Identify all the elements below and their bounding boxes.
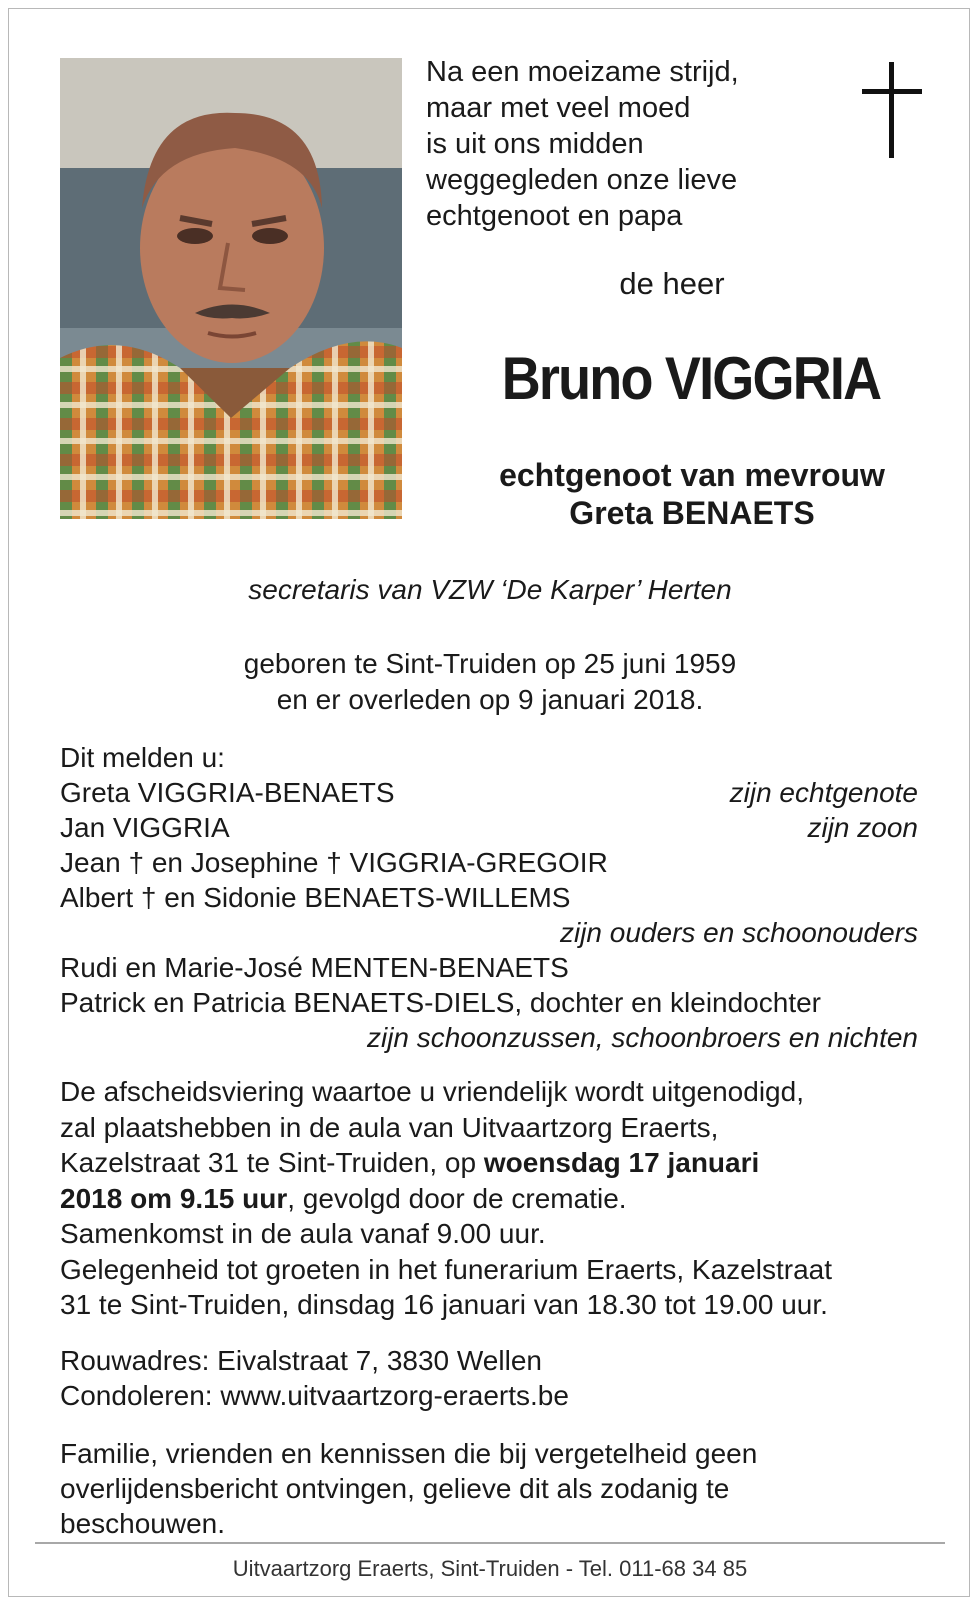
ceremony-date: woensdag 17 januari (483, 1147, 760, 1178)
ceremony-location: Kazelstraat 31 te Sint-Truiden, op (60, 1147, 484, 1178)
notify-entry (60, 810, 918, 845)
ceremony-text (60, 1074, 930, 1323)
ceremony-line (60, 1181, 930, 1217)
family-name: Jean † en Josephine † VIGGRIA-GREGOIR (60, 847, 608, 878)
closing-line: overlijdensbericht ontvingen, gelieve dit als zodanig te (60, 1473, 730, 1504)
deceased-name: Bruno VIGGRIA (501, 345, 881, 412)
role-text: secretaris van VZW ‘De Karper’ Herten (248, 574, 732, 605)
ceremony-line: De afscheidsviering waartoe u vriendelijk wordt uitgenodigd, (60, 1076, 804, 1107)
closing-text (60, 1436, 920, 1541)
family-relation: zijn schoonzussen, schoonbroers en nichten (366, 1022, 918, 1053)
ceremony-time: 2018 om 9.15 uur (60, 1182, 288, 1214)
footer-divider (35, 1542, 945, 1544)
address-block (60, 1343, 920, 1413)
died-line: en er overleden op 9 januari 2018. (276, 684, 704, 715)
intro-line: echtgenoot en papa (426, 200, 683, 232)
family-relation: zijn ouders en schoonouders (559, 917, 918, 948)
intro-line: maar met veel moed (426, 92, 691, 124)
portrait-photo (60, 58, 402, 519)
spouse-block (426, 456, 958, 532)
footer-text: Uitvaartzorg Eraerts, Sint-Truiden - Tel. 011-68 34 85 (232, 1556, 748, 1581)
notify-heading: Dit melden u: (60, 742, 225, 773)
ceremony-line: 31 te Sint-Truiden, dinsdag 16 januari van 18.30 tot 19.00 uur. (60, 1289, 828, 1320)
closing-line: Familie, vrienden en kennissen die bij vergetelheid geen (60, 1438, 758, 1469)
closing-line: beschouwen. (60, 1508, 226, 1539)
ceremony-cremation: , gevolgd door de crematie. (287, 1182, 627, 1214)
spouse-name: Greta BENAETS (569, 495, 815, 531)
ceremony-line: Gelegenheid tot groeten in het funerarium Eraerts, Kazelstraat (60, 1253, 832, 1285)
family-relation: zijn echtgenote (729, 777, 918, 808)
family-name: Rudi en Marie-José MENTEN-BENAETS (60, 952, 569, 983)
intro-line: weggegleden onze lieve (426, 164, 738, 196)
condoleren-link[interactable]: www.uitvaartzorg-eraerts.be (220, 1380, 569, 1411)
intro-line: Na een moeizame strijd, (426, 56, 739, 88)
ceremony-line (60, 1145, 930, 1181)
intro-text (426, 54, 739, 234)
intro-line: is uit ons midden (426, 128, 644, 160)
family-name: Jan VIGGRIA (60, 812, 230, 843)
spouse-line: echtgenoot van mevrouw (499, 457, 885, 493)
family-name: Patrick en Patricia BENAETS-DIELS, dochter en kleindochter (60, 987, 822, 1018)
ceremony-line: Samenkomst in de aula vanaf 9.00 uur. (60, 1218, 546, 1249)
family-name: Greta VIGGRIA-BENAETS (60, 777, 395, 808)
born-line: geboren te Sint-Truiden op 25 juni 1959 (243, 648, 737, 679)
ceremony-line: zal plaatshebben in de aula van Uitvaartzorg Eraerts, (60, 1111, 719, 1143)
condoleren-line (60, 1378, 920, 1413)
rouwadres: Rouwadres: Eivalstraat 7, 3830 Wellen (60, 1345, 542, 1376)
title-prefix: de heer (619, 266, 725, 301)
birth-death-text (0, 646, 980, 718)
condoleren-label: Condoleren: (60, 1380, 221, 1411)
notify-list (60, 740, 918, 1055)
notify-entry (60, 775, 918, 810)
family-relation: zijn zoon (807, 812, 918, 843)
cross-icon (862, 62, 922, 158)
family-name: Albert † en Sidonie BENAETS-WILLEMS (60, 882, 571, 913)
